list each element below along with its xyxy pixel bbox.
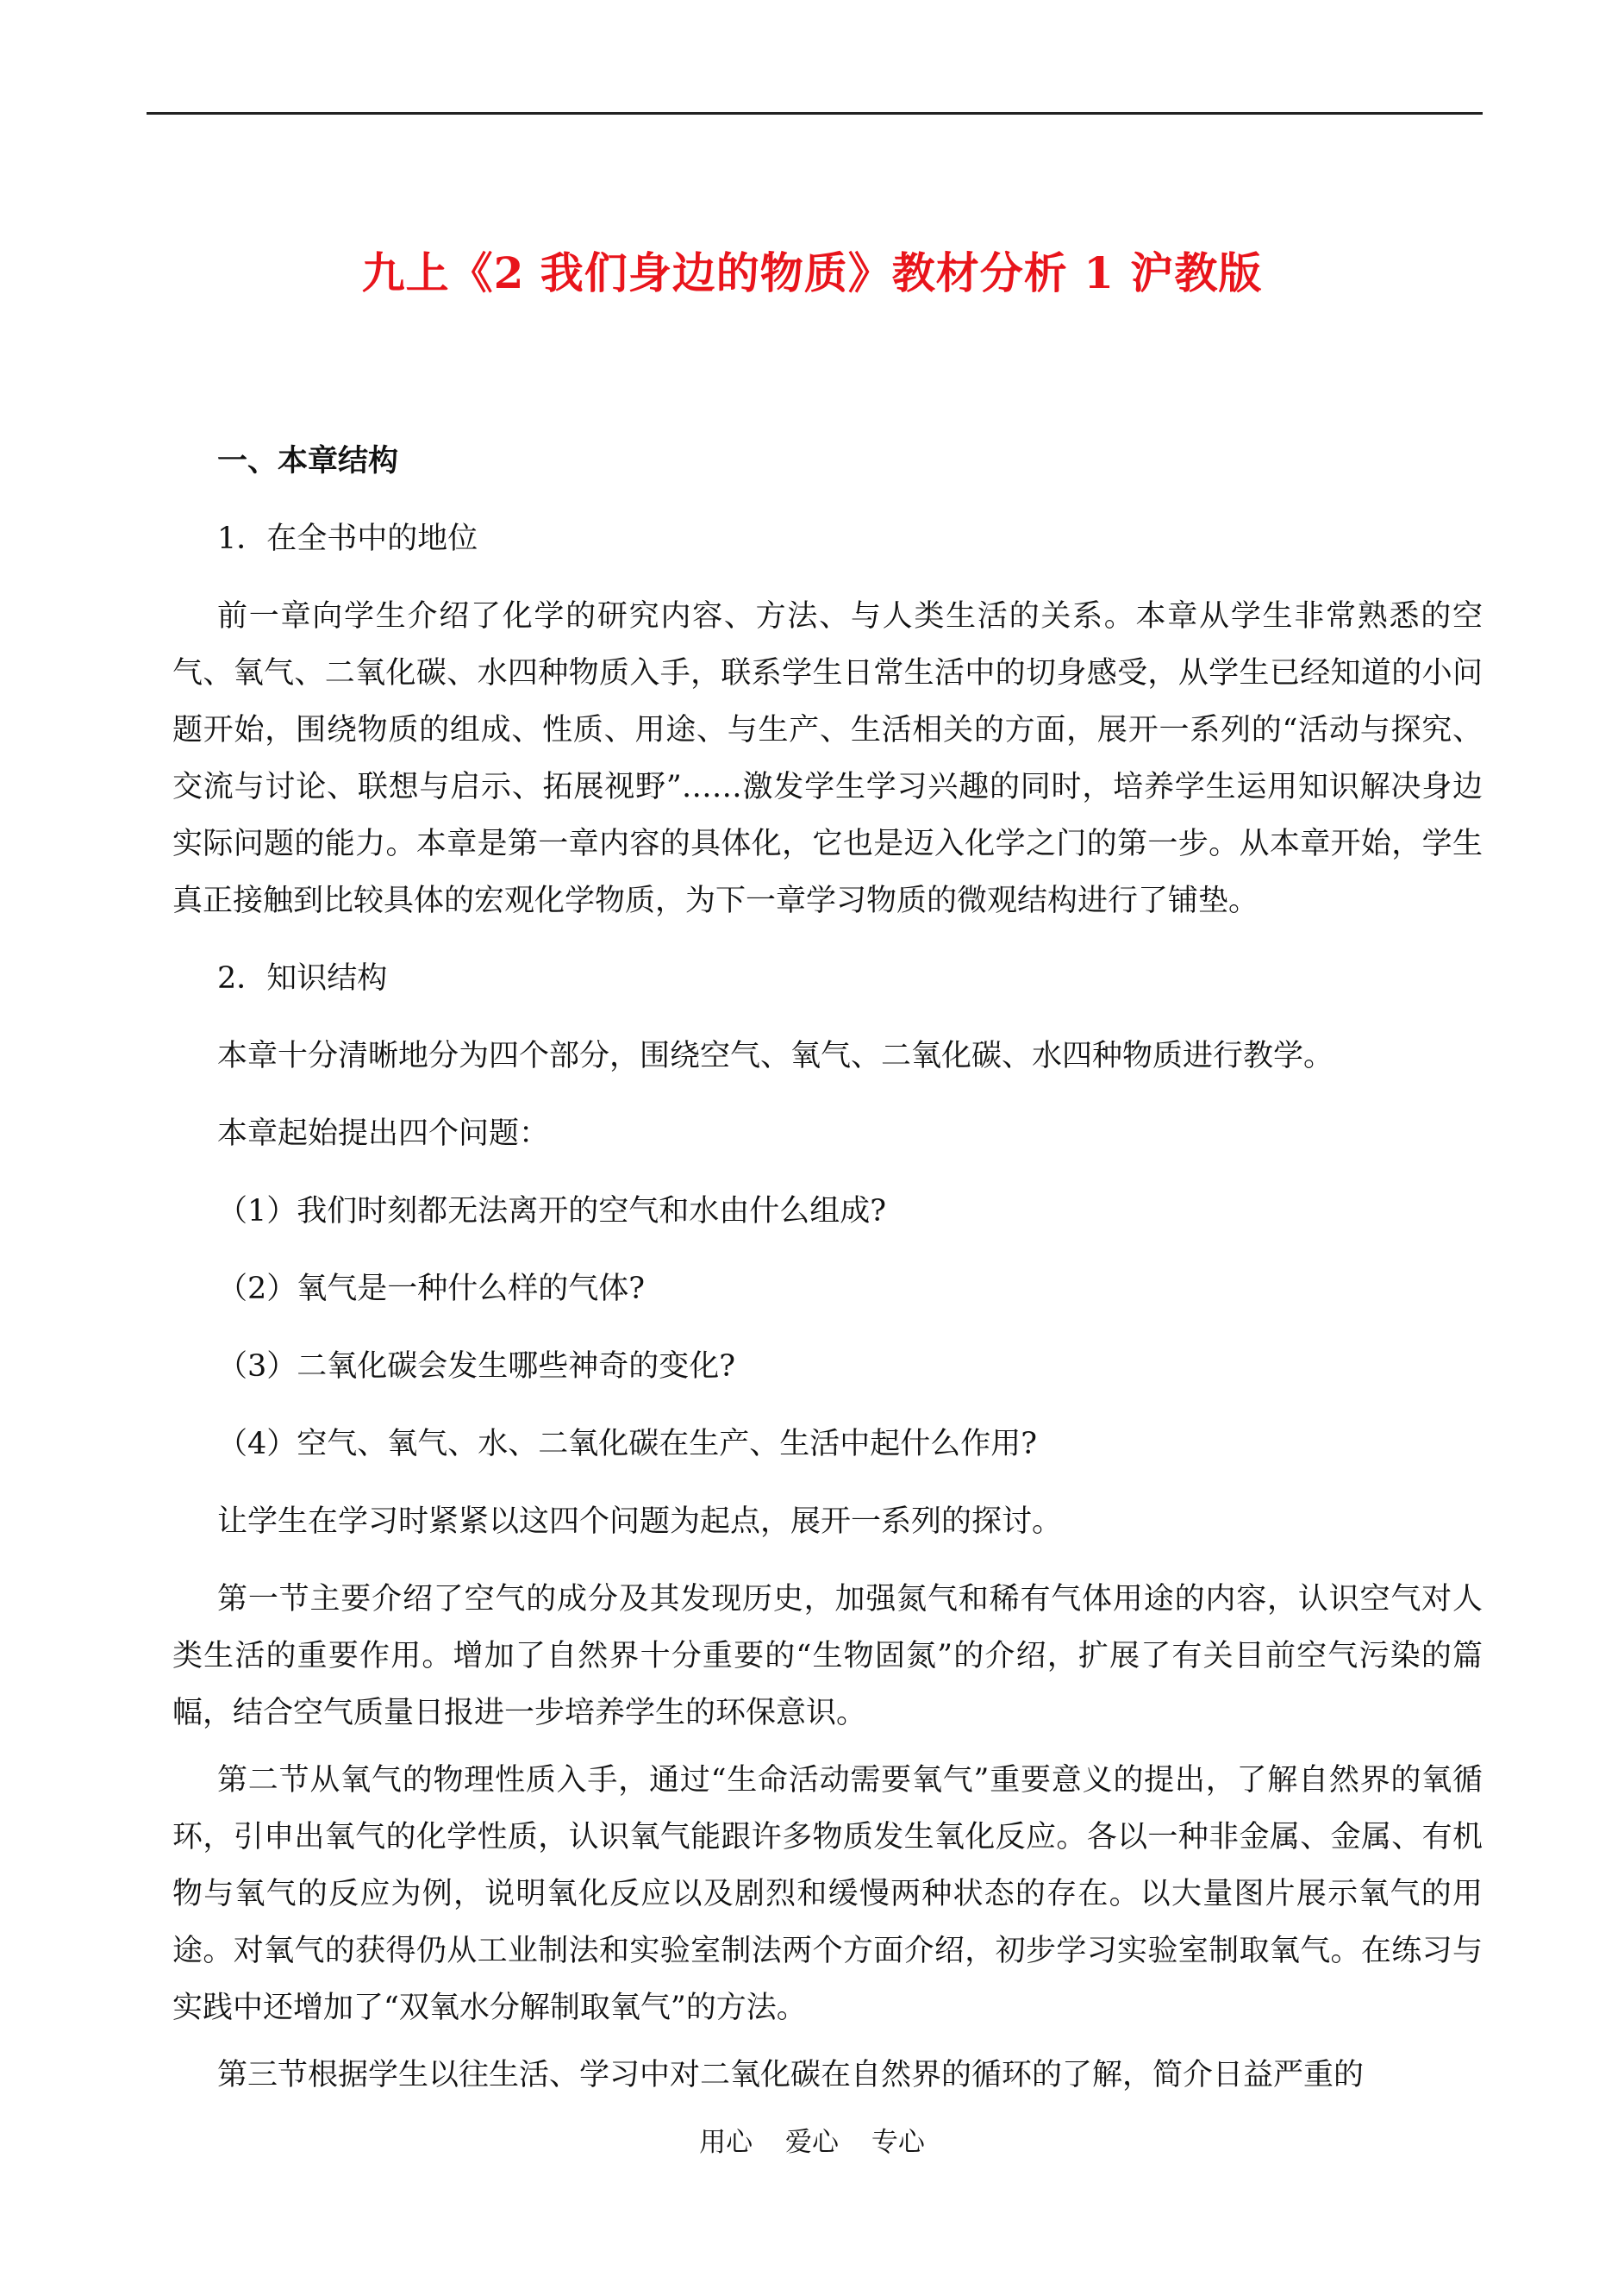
question-2: （2）氧气是一种什么样的气体? [217, 1272, 646, 1306]
question-1: （1）我们时刻都无法离开的空气和水由什么组成? [217, 1194, 887, 1229]
header-rule [147, 112, 1483, 115]
section-heading: 一、本章结构 [217, 443, 399, 478]
document-title: 九上《2 我们身边的物质》教材分析 1 沪教版 [361, 247, 1263, 298]
body-line-2: 本章起始提出四个问题： [217, 1116, 550, 1151]
question-3: （3）二氧化碳会发生哪些神奇的变化? [217, 1349, 736, 1384]
subheading-knowledge-structure: 2．知识结构 [217, 961, 388, 996]
paragraph-4: 第三节根据学生以往生活、学习中对二氧化碳在自然界的循环的了解，简介日益严重的 [217, 2058, 1365, 2092]
paragraph-3: 第二节从氧气的物理性质入手，通过“生命活动需要氧气”重要意义的提出，了解自然界的氧循环，引申出氧气的化学性质，认识氧气能跟许多物质发生氧化反应。各以一种非金属、金属、有机物与氧气的反应为例，说明氧化反应以及剧烈和缓慢两种状态的存在。以大量图片展示氧气的用途。对氧气的获得仍从工业制法和实验室制法两个方面介绍，初步学习实验室制取氧气。在练习与实践中还增加了“双氧水分解制取氧气”的方法。 [172, 1763, 1483, 2025]
document-body [172, 422, 1483, 2114]
subheading-position: 1．在全书中的地位 [217, 522, 478, 556]
paragraph-1: 前一章向学生介绍了化学的研究内容、方法、与人类生活的关系。本章从学生非常熟悉的空气、氧气、二氧化碳、水四种物质入手，联系学生日常生活中的切身感受，从学生已经知道的小问题开始，围绕物质的组成、性质、用途、与生产、生活相关的方面，展开一系列的“活动与探究、交流与讨论、联想与启示、拓展视野”……激发学生学习兴趣的同时，培养学生运用知识解决身边实际问题的能力。本章是第一章内容的具体化，它也是迈入化学之门的第一步。从本章开始，学生真正接触到比较具体的宏观化学物质，为下一章学习物质的微观结构进行了铺垫。 [172, 599, 1483, 918]
body-line-3: 让学生在学习时紧紧以这四个问题为起点，展开一系列的探讨。 [217, 1504, 1063, 1539]
page-footer: 用心 爱心 专心 [699, 2127, 925, 2158]
question-4: （4）空气、氧气、水、二氧化碳在生产、生活中起什么作用? [217, 1427, 1038, 1461]
body-line-1: 本章十分清晰地分为四个部分，围绕空气、氧气、二氧化碳、水四种物质进行教学。 [217, 1039, 1334, 1073]
paragraph-2: 第一节主要介绍了空气的成分及其发现历史，加强氮气和稀有气体用途的内容，认识空气对人类生活的重要作用。增加了自然界十分重要的“生物固氮”的介绍，扩展了有关目前空气污染的篇幅，结合空气质量日报进一步培养学生的环保意识。 [172, 1582, 1483, 1730]
